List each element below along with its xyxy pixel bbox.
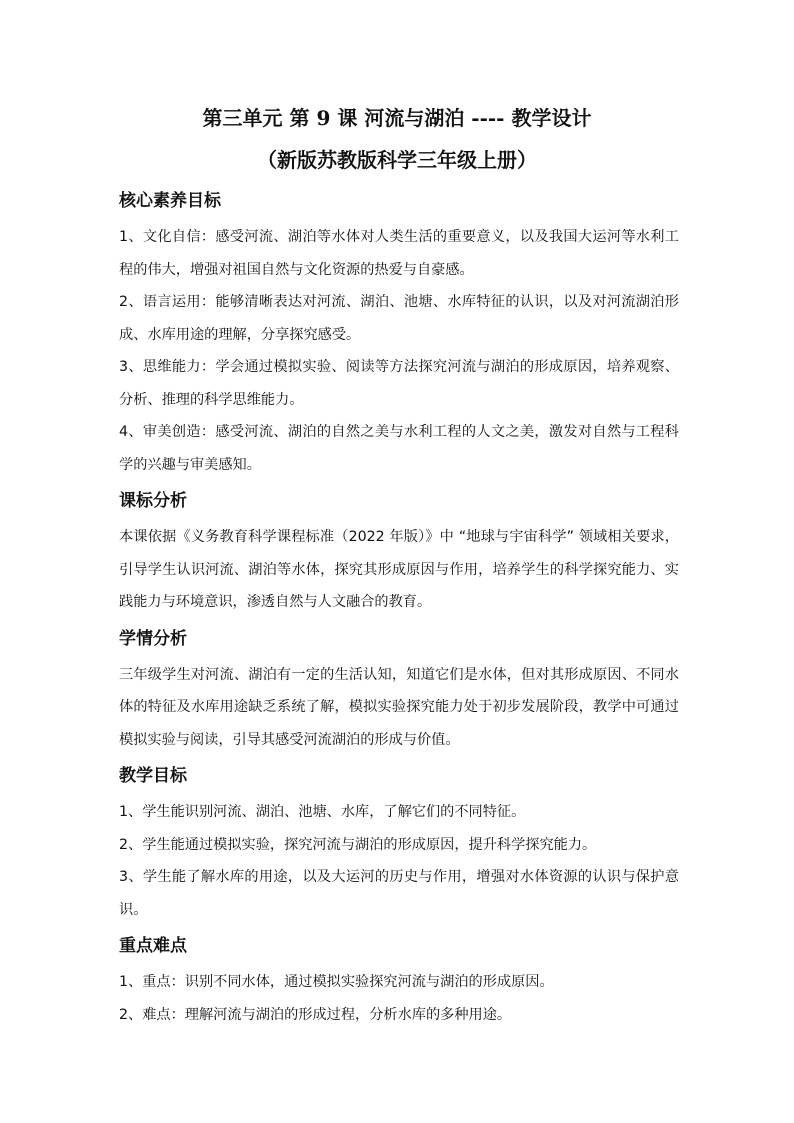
section-heading: 重点难点 <box>119 936 187 956</box>
section-heading: 课标分析 <box>119 491 187 511</box>
section-student-analysis <box>119 625 679 757</box>
document-subtitle: （新版苏教版科学三年级上册） <box>257 148 537 172</box>
section-core-literacy <box>119 187 679 481</box>
section-heading: 核心素养目标 <box>119 191 221 211</box>
paragraph: 3、思维能力：学会通过模拟实验、阅读等方法探究河流与湖泊的形成原因，培养观察、分析、推理的科学思维能力。 <box>119 359 679 408</box>
section-curriculum-analysis <box>119 487 679 619</box>
paragraph: 4、审美创造：感受河流、湖泊的自然之美与水利工程的人文之美，激发对自然与工程科学的兴趣与审美感知。 <box>119 424 679 473</box>
paragraph: 本课依据《义务教育科学课程标准（2022 年版）》中 “地球与宇宙科学” 领域相关要求，引导学生认识河流、湖泊等水体，探究其形成原因与作用，培养学生的科学探究能力、实践能力与环境意识，渗透自然与人文融合的教育。 <box>119 529 679 610</box>
section-teaching-goals <box>119 762 679 926</box>
paragraph: 1、文化自信：感受河流、湖泊等水体对人类生活的重要意义，以及我国大运河等水利工程的伟大，增强对祖国自然与文化资源的热爱与自豪感。 <box>119 229 679 278</box>
paragraph: 1、重点：识别不同水体，通过模拟实验探究河流与湖泊的形成原因。 <box>119 974 554 990</box>
paragraph: 2、学生能通过模拟实验，探究河流与湖泊的形成原因，提升科学探究能力。 <box>119 836 597 853</box>
section-heading: 教学目标 <box>119 766 187 786</box>
document-body <box>119 187 679 1031</box>
paragraph: 1、学生能识别河流、湖泊、池塘、水库，了解它们的不同特征。 <box>119 804 526 820</box>
document-title: 第三单元 第 9 课 河流与湖泊 ---- 教学设计 <box>202 106 592 130</box>
section-heading: 学情分析 <box>119 628 187 649</box>
paragraph: 2、难点：理解河流与湖泊的形成过程，分析水库的多种用途。 <box>119 1006 512 1023</box>
section-key-points <box>119 932 679 1031</box>
paragraph: 三年级学生对河流、湖泊有一定的生活认知，知道它们是水体，但对其形成原因、不同水体的特征及水库用途缺乏系统了解，模拟实验探究能力处于初步发展阶段，教学中可通过模拟实验与阅读，引导其感受河流湖泊的形成与价值。 <box>119 666 679 748</box>
paragraph: 3、学生能了解水库的用途，以及大运河的历史与作用，增强对水体资源的认识与保护意识。 <box>119 869 679 918</box>
paragraph: 2、语言运用：能够清晰表达对河流、湖泊、池塘、水库特征的认识，以及对河流湖泊形成、水库用途的理解，分享探究感受。 <box>119 294 679 343</box>
